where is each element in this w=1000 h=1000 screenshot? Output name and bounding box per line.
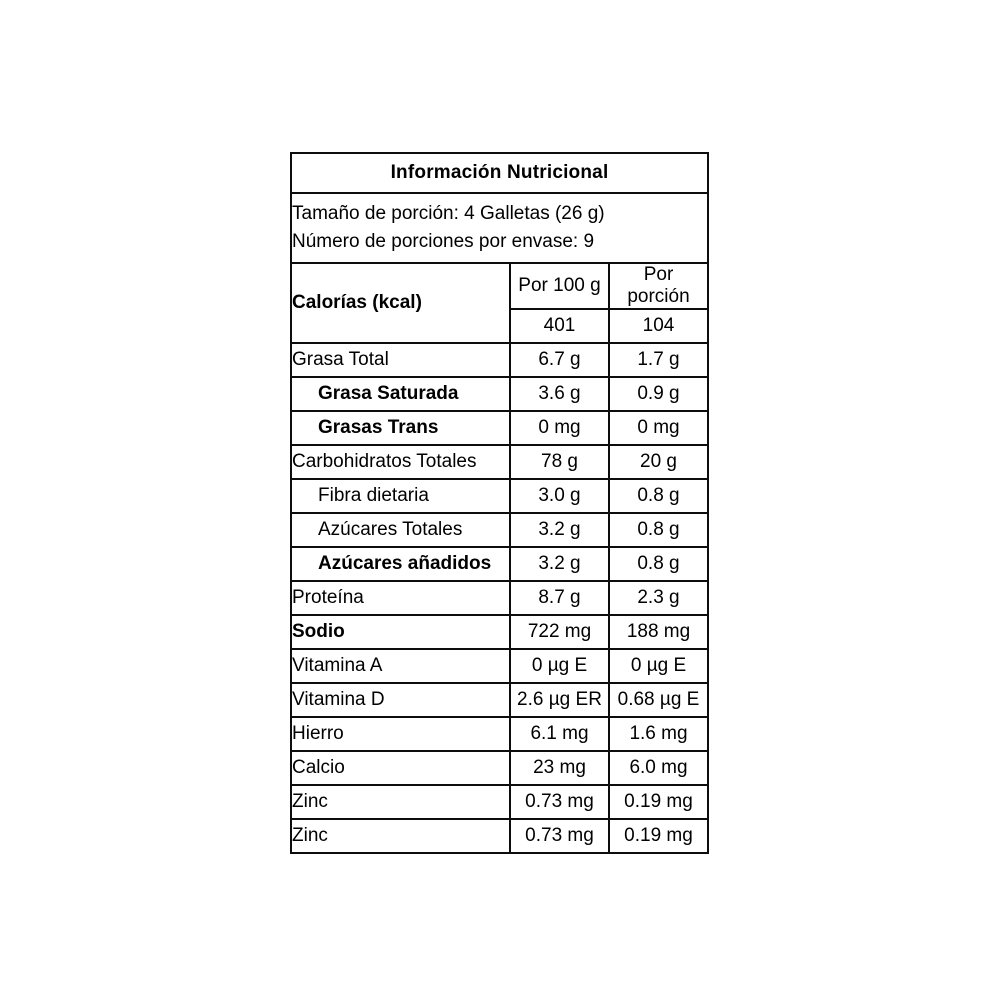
nutrient-label: Grasa Saturada [291,377,510,411]
nutrient-label: Vitamina D [291,683,510,717]
table-row [291,581,708,615]
calories-header-row [291,263,708,309]
per-100g-value: 6.1 mg [510,717,609,751]
per-portion-value: 0.9 g [609,377,708,411]
per-portion-value: 0 mg [609,411,708,445]
table-row [291,343,708,377]
column-header-per-100g: Por 100 g [510,263,609,309]
calories-per-100g: 401 [510,309,609,343]
per-100g-value: 78 g [510,445,609,479]
serving-info-row [291,193,708,263]
per-portion-value: 188 mg [609,615,708,649]
table-title: Información Nutricional [291,153,708,193]
nutrient-label: Vitamina A [291,649,510,683]
per-portion-value: 0.68 µg E [609,683,708,717]
per-100g-value: 3.2 g [510,513,609,547]
table-row [291,751,708,785]
table-row [291,683,708,717]
per-100g-value: 722 mg [510,615,609,649]
nutrient-label: Grasa Total [291,343,510,377]
nutrient-label: Hierro [291,717,510,751]
per-100g-value: 8.7 g [510,581,609,615]
per-portion-value: 2.3 g [609,581,708,615]
table-row [291,513,708,547]
table-row [291,785,708,819]
nutrient-label: Sodio [291,615,510,649]
per-portion-value: 0 µg E [609,649,708,683]
nutrition-facts-table [290,152,709,854]
per-100g-value: 0 mg [510,411,609,445]
table-row [291,479,708,513]
per-portion-value: 0.19 mg [609,785,708,819]
table-row [291,819,708,853]
column-header-per-portion: Por porción [609,263,708,309]
title-row [291,153,708,193]
per-portion-value: 0.8 g [609,547,708,581]
nutrient-label: Carbohidratos Totales [291,445,510,479]
per-100g-value: 2.6 µg ER [510,683,609,717]
per-portion-value: 1.7 g [609,343,708,377]
per-100g-value: 0.73 mg [510,785,609,819]
per-portion-value: 0.8 g [609,479,708,513]
per-100g-value: 23 mg [510,751,609,785]
per-100g-value: 3.2 g [510,547,609,581]
per-100g-value: 3.0 g [510,479,609,513]
nutrient-label: Azúcares añadidos [291,547,510,581]
servings-per-container-text: Número de porciones por envase: 9 [292,231,595,252]
table-row [291,547,708,581]
table-row [291,445,708,479]
per-portion-value: 1.6 mg [609,717,708,751]
nutrient-label: Proteína [291,581,510,615]
per-100g-value: 3.6 g [510,377,609,411]
nutrient-label: Grasas Trans [291,411,510,445]
per-portion-value: 0.19 mg [609,819,708,853]
table-row [291,649,708,683]
table-row [291,411,708,445]
table-row [291,377,708,411]
per-100g-value: 6.7 g [510,343,609,377]
per-portion-value: 20 g [609,445,708,479]
per-100g-value: 0 µg E [510,649,609,683]
calories-label: Calorías (kcal) [291,263,510,343]
table-row [291,615,708,649]
nutrient-label: Calcio [291,751,510,785]
per-100g-value: 0.73 mg [510,819,609,853]
nutrient-label: Zinc [291,785,510,819]
per-portion-value: 0.8 g [609,513,708,547]
per-portion-value: 6.0 mg [609,751,708,785]
table-row [291,717,708,751]
serving-size-text: Tamaño de porción: 4 Galletas (26 g) [292,203,605,225]
calories-per-portion: 104 [609,309,708,343]
nutrient-label: Fibra dietaria [291,479,510,513]
serving-info-cell [291,193,708,263]
nutrient-label: Zinc [291,819,510,853]
nutrient-label: Azúcares Totales [291,513,510,547]
